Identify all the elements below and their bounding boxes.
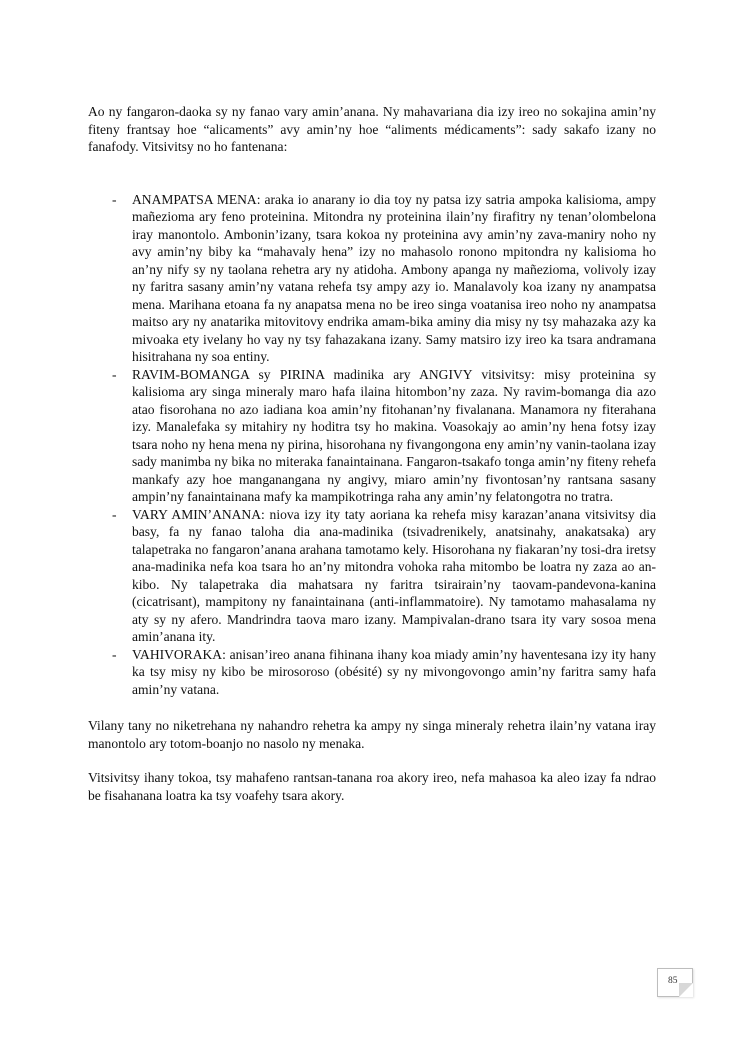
bullet-dash: - — [112, 646, 117, 662]
closing-paragraph-1: Vilany tany no niketrehana ny nahandro rehetra ka ampy ny singa mineraly rehetra ilain’ny vatana iray manontolo ary totom-boanjo no nasolo ny menaka. — [88, 718, 656, 751]
bullet-dash: - — [112, 506, 117, 522]
list-item — [88, 191, 656, 366]
list-item — [88, 646, 656, 699]
list-item-text: VARY AMIN’ANANA: niova izy ity taty aoriana ka rehefa misy karazan’anana vitsivitsy dia basy, fa ny fanao taloha dia ana-madinika (tsivadrenikely, anatsinahy, anakatsaka) ary talapetraka no fangaron’anana arahana tamotamo kely. Hisorohana ny fiakaran’ny tosi-dra iretsy ana-madinika nefa koa tsara ho an’ny mitondra vohoka raha mitombo be loatra ny zaza ao an-kibo. Ny talapetraka dia mahatsara ny faritra tsirairain’ny taovam-pandevona-kanina (cicatrisant), mampitony ny fanaintainana (anti-inflammatoire). Ny tamotamo mahasalama ny aty sy ny afero. Mandrindra taova maro izany. Mampivalan-drano tsara ity vary sosoa mena amin’anana ity. — [132, 506, 656, 644]
list-item-text: ANAMPATSA MENA: araka io anarany io dia toy ny patsa izy satria ampoka kalisioma, ampy mañezioma ary feno proteinina. Mitondra ny proteinina ilain’ny firafitry ny tenan’olombelona iray manontolo. Ambonin’izany, tsara kokoa ny proteinina avy amin’ny zava-maniry noho ny avy amin’ny biby ka “mahavaly hena” izy no mahasolo ronono mpitondra ny kalisioma ho an’ny nify sy ny taolana rehetra ary ny atidoha. Ambony apanga ny mañezioma, volivoly izay ny faritra sasany amin’ny vatana rehefa tsy ampy azy io. Manalavoly koa izany ny anampatsa mena. Marihana etoana fa ny anapatsa mena no be ireo singa voatanisa ireo noho ny anampatsa maitso ary ny anatarika mitovitovy endrika amam-bika aminy dia misy ny tsy mahazaka azy ka mivoaka ety ivelany ho vay ny tsy fahazakana izany. Samy matsiro izy ireo ka tsara andramana hisitrahana ny soa entiny. — [132, 191, 656, 364]
page-number-badge — [657, 968, 693, 997]
bullet-dash: - — [112, 366, 117, 382]
list-item-text: VAHIVORAKA: anisan’ireo anana fihinana ihany koa miady amin’ny haventesana izy ity hany ka tsy misy ny kibo be mirosoroso (obésité) sy ny mivongovongo amin’ny faritra samy hafa amin’ny vatana. — [132, 646, 656, 697]
list-item — [88, 506, 656, 646]
intro-paragraph: Ao ny fangaron-daoka sy ny fanao vary amin’anana. Ny mahavariana dia izy ireo no sokajina amin’ny fiteny frantsay hoe “alicaments” avy amin’ny hoe “aliments médicaments”: sady sakafo izany no fanafody. Vitsivitsy no ho fantenana: — [88, 104, 656, 154]
bullet-dash: - — [112, 191, 117, 207]
bullet-list — [88, 191, 656, 699]
page-number: 85 — [668, 976, 678, 986]
document-body — [88, 103, 656, 804]
list-item — [88, 366, 656, 506]
list-item-text: RAVIM-BOMANGA sy PIRINA madinika ary ANGIVY vitsivitsy: misy proteinina sy kalisioma ary singa mineraly maro hafa ilaina hitombon’ny zaza. Ny ravim-bomanga dia azo atao fisorohana no azo iadiana koa amin’ny fitohanan’ny fivalanana. Manamora ny fiterahana izy. Manalefaka sy mitahiry ny hoditra tsy ho makina. Voasokajy ao amin’ny hena fotsy izay tsara noho ny hena mena ny pirina, hisorohana ny fivangongona eny amin’ny vanin-taolana izay sady manimba ny bika no miteraka fanaintainana. Fangaron-tsakafo tonga amin’ny fiteny rehefa mankafy azy hoe manganangana ny angivy, miaro amin’ny fivontosan’ny rantsana sasany ampin’ny fanaintainana mafy ka mampikotringa raha any amin’ny felatongotra no tratra. — [132, 366, 656, 504]
closing-paragraph-2: Vitsivitsy ihany tokoa, tsy mahafeno rantsan-tanana roa akory ireo, nefa mahasoa ka aleo izay fa ndrao be fisahanana loatra ka tsy voafehy tsara akory. — [88, 770, 656, 803]
page-curl-icon — [679, 983, 693, 997]
